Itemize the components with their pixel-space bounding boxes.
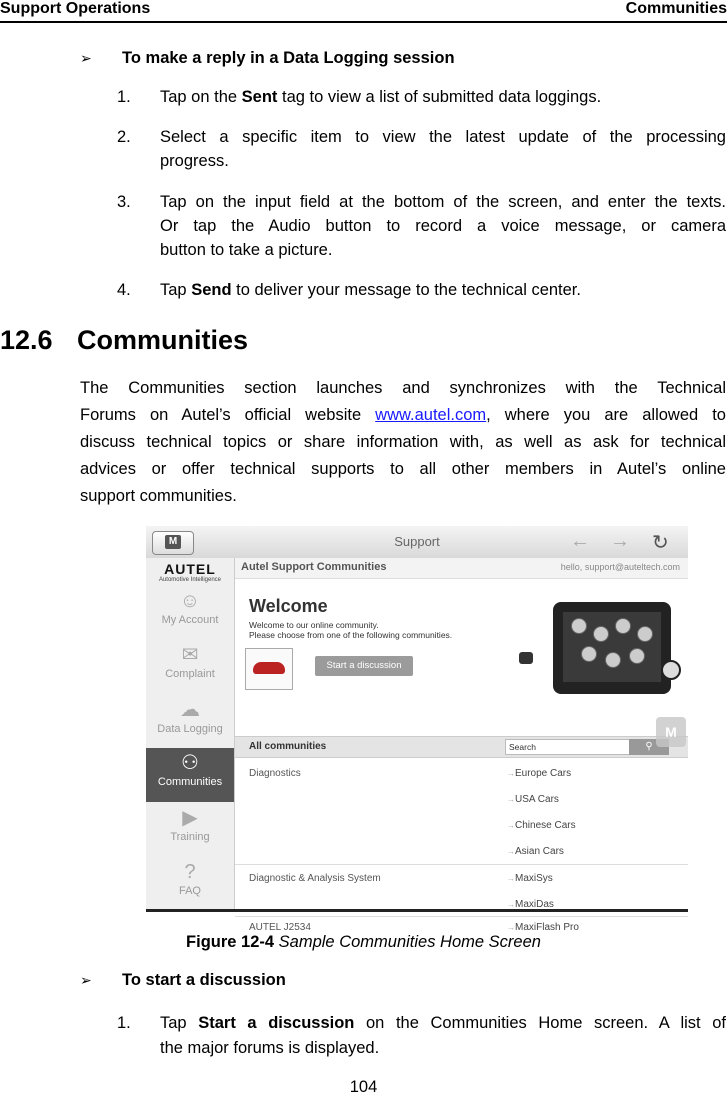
car-thumbnail: [245, 648, 293, 690]
para-line-1: The Communities section launches and synchronizes with the Technical: [80, 379, 726, 397]
section-title: Communities: [77, 325, 249, 355]
step-3-line-3: button to take a picture.: [160, 241, 333, 259]
running-header-right: Communities: [625, 0, 727, 17]
forum-chinese-cars[interactable]: → Chinese Cars: [507, 820, 576, 831]
autel-logo: AUTEL Automotive Intelligence: [158, 561, 222, 583]
step-number: 1.: [117, 88, 131, 106]
content-title: Autel Support Communities: [241, 561, 387, 573]
start-discussion-button[interactable]: Start a discussion: [315, 656, 413, 676]
arrow-bullet-icon: ➢: [80, 50, 92, 66]
content-header: [235, 558, 688, 579]
user-greeting: hello, support@auteltech.com: [560, 562, 680, 572]
car-icon: [253, 662, 285, 674]
brand-badge-icon: [571, 618, 587, 634]
step-1-text: Tap on the Sent tag to view a list of submitted data loggings.: [160, 88, 602, 106]
brand-badge-icon: [637, 626, 653, 642]
nav-faq[interactable]: ? FAQ: [178, 861, 201, 897]
category-diagnostic-analysis[interactable]: Diagnostic & Analysis System: [249, 873, 381, 884]
tablet-image: [553, 602, 671, 694]
step-2-line-1: Select a specific item to view the latest update of the processing: [160, 128, 726, 146]
cloud-icon: ☁: [180, 699, 200, 721]
step-2-line-2: progress.: [160, 152, 229, 170]
search-icon: ⚲: [645, 741, 653, 752]
section-number: 12.6: [0, 325, 53, 355]
main-content: [235, 558, 688, 933]
play-icon: ▶: [182, 807, 198, 829]
refresh-icon[interactable]: ↻: [652, 532, 669, 554]
category-autel-j2534[interactable]: AUTEL J2534: [249, 922, 311, 933]
forum-maxidas[interactable]: → MaxiDas: [507, 899, 554, 910]
search-input[interactable]: Search: [505, 739, 630, 755]
toolbar: [146, 526, 688, 559]
divider: [235, 864, 688, 865]
discussion-step-1-line-2: the major forums is displayed.: [160, 1039, 380, 1057]
all-communities-label: All communities: [249, 741, 327, 752]
nav-communities[interactable]: ⚇ Communities: [146, 748, 234, 802]
step-number: 2.: [117, 128, 131, 146]
back-arrow-icon[interactable]: ←: [570, 530, 590, 552]
discussion-step-1-line-1: Tap Start a discussion on the Communities Home screen. A list of: [160, 1014, 727, 1032]
welcome-line-1: Welcome to our online community.: [249, 620, 379, 630]
people-icon: ✉: [181, 644, 199, 666]
brand-badge-icon: [615, 618, 631, 634]
brand-badge-icon: [581, 646, 597, 662]
arrow-bullet-icon: ➢: [80, 972, 92, 988]
step-4-text: Tap Send to deliver your message to the technical center.: [160, 281, 581, 299]
nav-complaint[interactable]: ✉ Complaint: [165, 644, 215, 680]
toolbar-title: Support: [394, 534, 440, 549]
forward-arrow-icon[interactable]: →: [610, 530, 630, 552]
communities-screenshot: [146, 526, 688, 933]
forum-maxiflash-pro[interactable]: → MaxiFlash Pro: [507, 922, 579, 933]
figure-caption: Figure 12-4 Sample Communities Home Screen: [186, 933, 541, 951]
tablet-screen: [563, 612, 661, 682]
welcome-line-2: Please choose from one of the following communities.: [249, 630, 453, 640]
running-header-left: Support Operations: [0, 0, 151, 17]
para-line-5: support communities.: [80, 487, 237, 505]
forum-usa-cars[interactable]: → USA Cars: [507, 794, 559, 805]
step-number: 4.: [117, 281, 131, 299]
forum-europe-cars[interactable]: → Europe Cars: [507, 768, 571, 779]
brand-badge-icon: [605, 652, 621, 668]
forum-maxisys[interactable]: → MaxiSys: [507, 873, 553, 884]
question-icon: ?: [184, 861, 196, 883]
para-line-2: Forums on Autel’s official website www.autel.com, where you are allowed to: [80, 406, 726, 424]
all-communities-bar: [235, 736, 688, 758]
sidebar: [146, 558, 235, 909]
para-line-3: discuss technical topics or share information with, as well as ask for technical: [80, 433, 726, 451]
para-line-4: advices or offer technical supports to all other members in Autel’s online: [80, 460, 726, 478]
person-icon: ☺: [179, 590, 201, 612]
divider: [235, 916, 688, 917]
group-icon: ⚇: [181, 752, 199, 774]
header-rule: [0, 21, 727, 23]
autel-website-link[interactable]: www.autel.com: [375, 406, 487, 424]
step-number: 3.: [117, 193, 131, 211]
brand-badge-icon: [629, 648, 645, 664]
discussion-section-title: To start a discussion: [122, 971, 286, 989]
page-number: 104: [349, 1078, 378, 1096]
reply-section-title: To make a reply in a Data Logging session: [122, 49, 455, 67]
nav-my-account[interactable]: ☺ My Account: [161, 590, 219, 626]
brand-badge-icon: [519, 652, 533, 664]
home-icon: M: [165, 535, 181, 549]
forum-asian-cars[interactable]: → Asian Cars: [507, 846, 564, 857]
step-number: 1.: [117, 1014, 131, 1032]
brand-badge-icon: [593, 626, 609, 642]
nav-training[interactable]: ▶ Training: [170, 807, 210, 843]
step-3-line-1: Tap on the input field at the bottom of the screen, and enter the texts.: [160, 193, 726, 211]
category-diagnostics[interactable]: Diagnostics: [249, 768, 301, 779]
bmw-badge-icon: [661, 660, 681, 680]
step-3-line-2: Or tap the Audio button to record a voice message, or camera: [160, 217, 726, 235]
floating-home-icon[interactable]: M: [656, 717, 686, 747]
welcome-heading: Welcome: [249, 596, 328, 616]
nav-data-logging[interactable]: ☁ Data Logging: [157, 699, 223, 735]
